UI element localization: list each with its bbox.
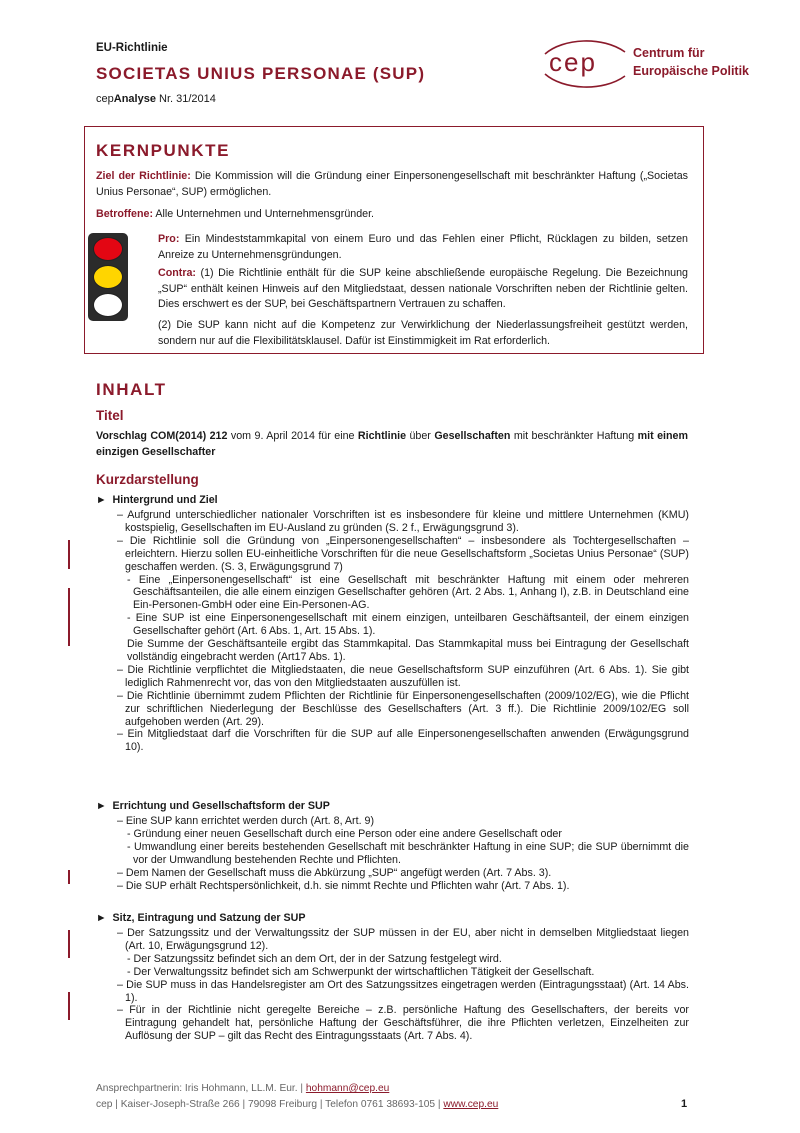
footer-address: cep | Kaiser-Joseph-Straße 266 | 79098 Freiburg | Telefon 0761 38693-105 | www.cep.eu bbox=[96, 1099, 499, 1110]
page-number: 1 bbox=[681, 1098, 688, 1110]
kurzdarstellung-heading: Kurzdarstellung bbox=[96, 472, 199, 487]
section-body bbox=[117, 509, 689, 754]
change-bar bbox=[68, 992, 70, 1020]
list-item: – Dem Namen der Gesellschaft muss die Abkürzung „SUP“ angefügt werden (Art. 7 Abs. 3). bbox=[117, 866, 552, 879]
section-body bbox=[117, 927, 689, 1043]
list-item: – Ein Mitgliedstaat darf die Vorschriften für die SUP auf alle Einpersonengesellschaften anwenden (Erwägungsgrund 10). bbox=[117, 728, 689, 754]
list-item: – Aufgrund unterschiedlicher nationaler Vorschriften ist es insbesondere für kleine und mittlere Unternehmen (KMU) kostspielig, Gesellschaften im EU-Ausland zu gründen (S. 2 f., Erwägungsgrund 3). bbox=[117, 509, 689, 534]
list-item: – Der Satzungssitz und der Verwaltungssitz der SUP müssen in der EU, aber nicht in demselben Mitgliedstaat liegen (Art. 10, Erwägungsgrund 12). bbox=[117, 927, 689, 952]
traffic-light-icon bbox=[88, 233, 128, 321]
change-bar bbox=[68, 930, 70, 958]
titel-text: Vorschlag COM(2014) 212 vom 9. April 2014 für eine Richtlinie über Gesellschaften mit beschränkter Haftung mit einem einzigen Gesellschafter bbox=[96, 430, 688, 458]
list-item: - Gründung einer neuen Gesellschaft durch eine Person oder eine andere Gesellschaft oder bbox=[127, 827, 562, 840]
email-link[interactable]: hohmann@cep.eu bbox=[305, 1083, 390, 1094]
list-item: - Umwandlung einer bereits bestehenden Gesellschaft mit beschränkter Haftung in eine SUP; die SUP übernimmt die vor der Umwandlung bestehenden Rechte und Pflichten. bbox=[127, 840, 689, 866]
change-bar bbox=[68, 540, 70, 569]
contra-paragraph: Contra: (1) Die Richtlinie enthält für die SUP keine abschließende europäische Regelung. Die Bezeichnung „SUP“ enthält keinen Hinweis auf den Mitgliedstaat, dessen nationale Vorschriften neben der Richtlinie gelten. Dies erschwert es der SUP, bei Geschäftspartnern Vertrauen zu schaffen. bbox=[158, 267, 688, 311]
website-link[interactable]: www.cep.eu bbox=[443, 1099, 499, 1110]
document-category: EU-Richtlinie bbox=[96, 42, 168, 54]
analysis-number: cepAnalyse Nr. 31/2014 bbox=[96, 93, 216, 105]
section-heading: ► Sitz, Eintragung und Satzung der SUP bbox=[96, 912, 306, 924]
section-body bbox=[117, 815, 689, 892]
kernpunkte-title: KERNPUNKTE bbox=[96, 141, 231, 160]
footer-contact: Ansprechpartnerin: Iris Hohmann, LL.M. Eur. | hohmann@cep.eu bbox=[96, 1083, 390, 1094]
titel-heading: Titel bbox=[96, 408, 124, 423]
pro-paragraph: Pro: Ein Mindeststammkapital von einem Euro und das Fehlen einer Pflicht, Rücklagen zu bilden, setzen Anreize zu Unternehmensgründungen. bbox=[158, 233, 688, 261]
list-item: – Die Richtlinie soll die Gründung von „Einpersonengesellschaften“ – insbesondere als Tochtergesellschaften – erleichtern. Hierzu sollen EU-einheitliche Vorschriften für die neue Gesellschaftsform „Societas Unius Personae“ (SUP) geschaffen werden. (S. 3, Erwägungsgrund 7) bbox=[117, 534, 689, 573]
list-item: Die Summe der Geschäftsanteile ergibt das Stammkapital. Das Stammkapital muss bei Eintragung der Gesellschaft vollständig eingebracht werden (Art17 Abs. 1). bbox=[127, 638, 689, 663]
logo-text: Centrum für Europäische Politik bbox=[633, 46, 750, 78]
ziel-paragraph: Ziel der Richtlinie: Die Kommission will die Gründung einer Einpersonengesellschaft mit beschränkter Haftung („Societas Unius Personae“, SUP) ermöglichen. bbox=[96, 170, 689, 198]
yellow-lamp-icon bbox=[93, 265, 123, 289]
change-bar bbox=[68, 870, 70, 884]
list-item: - Eine SUP ist eine Einpersonengesellschaft mit einem einzigen, unteilbaren Geschäftsanteil, der einem einzigen Gesellschafter gehört (Art. 6 Abs. 1, Art. 15 Abs. 1). bbox=[127, 612, 689, 638]
betroffene-paragraph: Betroffene: Alle Unternehmen und Unternehmensgründer. bbox=[96, 208, 375, 220]
section-heading: ► Hintergrund und Ziel bbox=[96, 494, 218, 506]
list-item: – Für in der Richtlinie nicht geregelte Bereiche – z.B. persönliche Haftung des Gesellschafters, der bereits vor Eintragung gehandelt hat, persönliche Haftung der Geschäftsführer, die ihre Pflichten verletzen, Einzelheiten zur Auflösung der SUP – gilt das Recht des Eintragungsstaats (Art. 7 Abs. 4). bbox=[117, 1004, 689, 1043]
change-bar bbox=[68, 588, 70, 646]
list-item: – Die SUP erhält Rechtspersönlichkeit, d.h. sie nimmt Rechte und Pflichten wahr (Art. 7 Abs. 1). bbox=[117, 879, 570, 892]
contra-paragraph-2: (2) Die SUP kann nicht auf die Kompetenz zur Verwirklichung der Niederlassungsfreiheit gestützt werden, sondern nur auf die Flexibilitätsklausel. Dafür ist Einstimmigkeit im Rat erforderlich. bbox=[158, 319, 688, 347]
list-item: - Der Verwaltungssitz befindet sich am Schwerpunkt der wirtschaftlichen Tätigkeit der Gesellschaft. bbox=[127, 965, 595, 978]
white-lamp-icon bbox=[93, 293, 123, 317]
list-item: – Die Richtlinie verpflichtet die Mitgliedstaaten, die neue Gesellschaftsform SUP einzuführen (Art. 6 Abs. 1). Sie gibt lediglich Rahmenrecht vor, das von den Mitgliedstaaten auszufüllen ist. bbox=[117, 663, 689, 689]
document-title: SOCIETAS UNIUS PERSONAE (SUP) bbox=[96, 64, 426, 83]
inhalt-title: INHALT bbox=[96, 380, 167, 399]
list-item: – Die Richtlinie übernimmt zudem Pflichten der Richtlinie für Einpersonengesellschaften (2009/102/EG), wie die Pflicht zur schriftlichen Niederlegung der Beschlüsse des Gesellschafters (Art. 3 ff.). Die Richtlinie 2009/102/EG soll aufgehoben werden (Art. 29). bbox=[117, 689, 689, 728]
red-lamp-icon bbox=[93, 237, 123, 261]
list-item: - Der Satzungssitz befindet sich an dem Ort, der in der Satzung festgelegt wird. bbox=[127, 952, 502, 965]
svg-text:cep: cep bbox=[549, 47, 597, 77]
list-item: – Eine SUP kann errichtet werden durch (Art. 8, Art. 9) bbox=[117, 815, 375, 827]
list-item: - Eine „Einpersonengesellschaft“ ist eine Gesellschaft mit beschränkter Haftung mit einem oder mehreren Geschäftsanteilen, die alle einem einzigen Gesellschafter gehören (Art. 2 Abs. 1, Anhang I), z.B. in Deutschland eine Ein-Personen-GmbH oder eine Ein-Personen-AG. bbox=[127, 573, 689, 612]
list-item: – Die SUP muss in das Handelsregister am Ort des Satzungssitzes eingetragen werden (Eintragungsstaat) (Art. 14 Abs. 1). bbox=[117, 978, 689, 1004]
section-heading: ► Errichtung und Gesellschaftsform der SUP bbox=[96, 800, 330, 812]
